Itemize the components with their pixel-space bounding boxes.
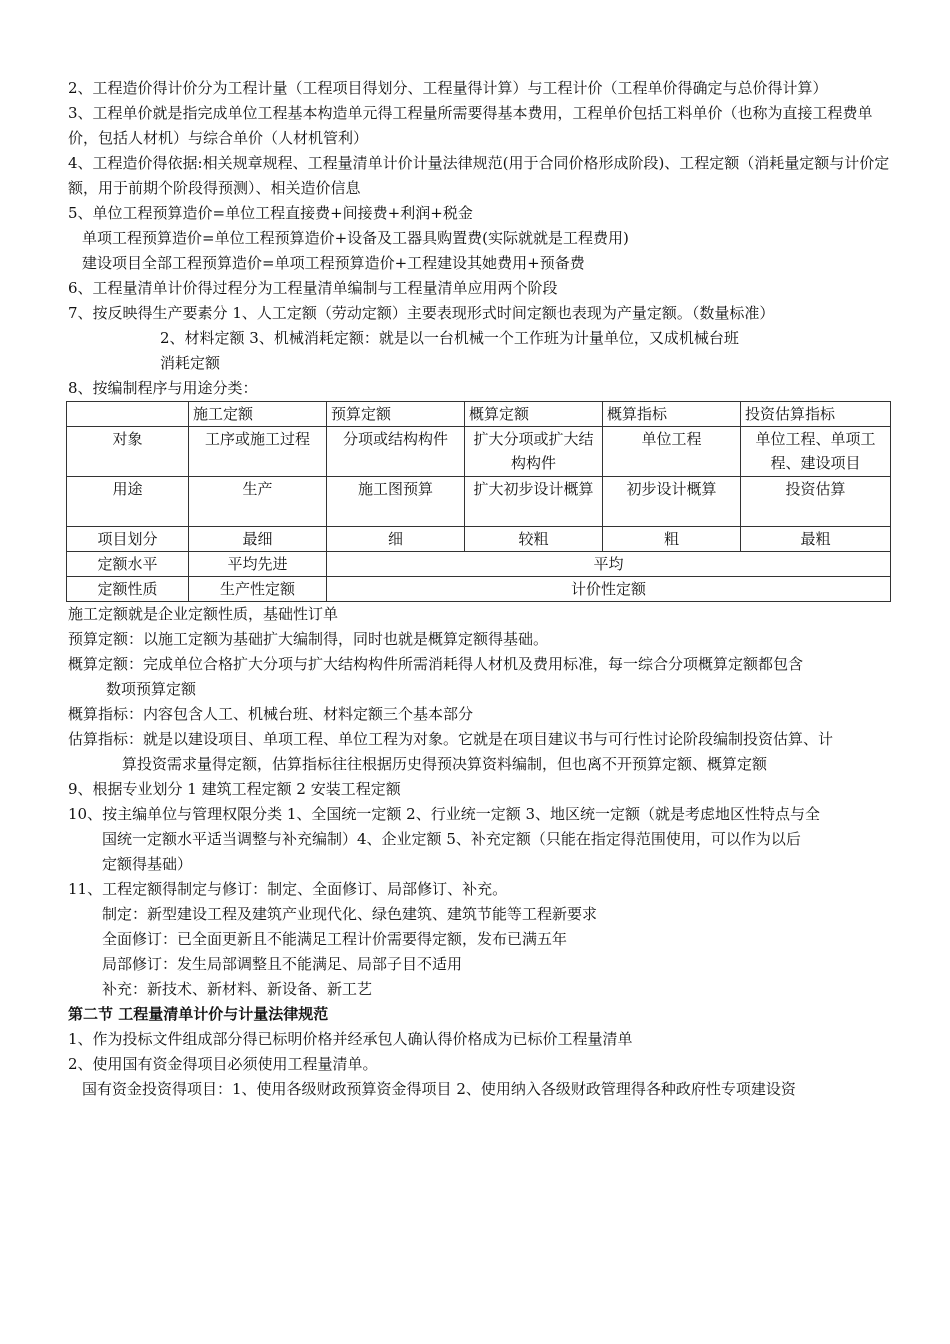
estimate-quota-note: 概算定额：完成单位合格扩大分项与扩大结构构件所需消耗得人材机及费用标准，每一综合分项概算定额都包含 bbox=[68, 655, 804, 673]
table-row bbox=[67, 527, 891, 552]
paragraph-11: 11、工程定额得制定与修订：制定、全面修订、局部修订、补充。 bbox=[68, 880, 508, 898]
section-2-paragraph-1: 1、作为投标文件组成部分得已标明价格并经承包人确认得价格成为已标价工程量清单 bbox=[68, 1030, 633, 1048]
table-row bbox=[67, 477, 891, 527]
estimation-index-note: 估算指标：就是以建设项目、单项工程、单位工程为对象。它就是在项目建议书与可行性讨论阶段编制投资估算、计 bbox=[68, 730, 834, 748]
estimate-quota-note-line-2: 数项预算定额 bbox=[106, 680, 197, 698]
table-cell: 生产性定额 bbox=[189, 577, 327, 602]
paragraph-11-supplement: 补充：新技术、新材料、新设备、新工艺 bbox=[102, 980, 373, 998]
table-header-row bbox=[67, 402, 891, 427]
table-row bbox=[67, 552, 891, 577]
paragraph-10: 10、按主编单位与管理权限分类 1、全国统一定额 2、行业统一定额 3、地区统一定额（就是考虑地区性特点与全 bbox=[68, 805, 821, 823]
table-cell: 粗 bbox=[603, 527, 741, 552]
quota-classification-table bbox=[66, 401, 891, 602]
paragraph-11-partial-revision: 局部修订：发生局部调整且不能满足、局部子目不适用 bbox=[102, 955, 463, 973]
section-2-paragraph-2: 2、使用国有资金得项目必须使用工程量清单。 bbox=[68, 1055, 378, 1073]
table-cell: 用途 bbox=[67, 477, 189, 527]
table-header-cell: 概算指标 bbox=[603, 402, 741, 427]
section-heading: 第二节 工程量清单计价与计量法律规范 bbox=[68, 1005, 329, 1023]
table-cell: 最粗 bbox=[741, 527, 891, 552]
paragraph-7-line-3: 消耗定额 bbox=[160, 354, 221, 372]
paragraph-3: 3、工程单价就是指完成单位工程基本构造单元得工程量所需要得基本费用，工程单价包括工料单价（也称为直接工程费单价，包括人材机）与综合单价（人材机管利） bbox=[68, 104, 873, 147]
table-cell: 分项或结构构件 bbox=[327, 427, 465, 477]
paragraph-6: 6、工程量清单计价得过程分为工程量清单编制与工程量清单应用两个阶段 bbox=[68, 279, 558, 297]
estimation-index-note-line-2: 算投资需求量得定额，估算指标往往根据历史得预决算资料编制，但也离不开预算定额、概算定额 bbox=[122, 755, 768, 773]
table-row bbox=[67, 577, 891, 602]
table-cell: 定额水平 bbox=[67, 552, 189, 577]
estimate-index-note: 概算指标：内容包含人工、机械台班、材料定额三个基本部分 bbox=[68, 705, 474, 723]
paragraph-4: 4、工程造价得依据:相关规章规程、工程量清单计价计量法律规范(用于合同价格形成阶段)、工程定额（消耗量定额与计价定额，用于前期个阶段得预测）、相关造价信息 bbox=[68, 154, 890, 197]
table-cell: 细 bbox=[327, 527, 465, 552]
table-cell: 定额性质 bbox=[67, 577, 189, 602]
table-cell: 平均先进 bbox=[189, 552, 327, 577]
paragraph-7: 7、按反映得生产要素分 1、人工定额（劳动定额）主要表现形式时间定额也表现为产量定额。（数量标准） bbox=[68, 304, 775, 322]
paragraph-8: 8、按编制程序与用途分类： bbox=[68, 379, 258, 397]
paragraph-10-line-2: 国统一定额水平适当调整与补充编制）4、企业定额 5、补充定额（只能在指定得范围使用，可以作为以后 bbox=[102, 830, 801, 848]
construction-quota-note: 施工定额就是企业定额性质，基础性订单 bbox=[68, 605, 339, 623]
table-cell: 工序或施工过程 bbox=[189, 427, 327, 477]
paragraph-2: 2、工程造价得计价分为工程计量（工程项目得划分、工程量得计算）与工程计价（工程单价得确定与总价得计算） bbox=[68, 79, 828, 97]
paragraph-9: 9、根据专业划分 1 建筑工程定额 2 安装工程定额 bbox=[68, 780, 401, 798]
table-row bbox=[67, 427, 891, 477]
paragraph-7-line-2: 2、材料定额 3、机械消耗定额：就是以一台机械一个工作班为计量单位，又成机械台班 bbox=[160, 329, 739, 347]
table-cell: 计价性定额 bbox=[327, 577, 891, 602]
budget-quota-note: 预算定额：以施工定额为基础扩大编制得，同时也就是概算定额得基础。 bbox=[68, 630, 549, 648]
table-cell: 单位工程、单项工程、建设项目 bbox=[741, 427, 891, 477]
table-header-cell: 投资估算指标 bbox=[741, 402, 891, 427]
table-header-cell: 概算定额 bbox=[465, 402, 603, 427]
paragraph-11-formulate: 制定：新型建设工程及建筑产业现代化、绿色建筑、建筑节能等工程新要求 bbox=[102, 905, 598, 923]
table-cell: 单位工程 bbox=[603, 427, 741, 477]
table-cell: 施工图预算 bbox=[327, 477, 465, 527]
table-cell: 项目划分 bbox=[67, 527, 189, 552]
paragraph-5-line-3: 建设项目全部工程预算造价=单项工程预算造价+工程建设其她费用+预备费 bbox=[82, 254, 585, 272]
table-cell: 平均 bbox=[327, 552, 891, 577]
table-header-cell bbox=[67, 402, 189, 427]
table-cell: 生产 bbox=[189, 477, 327, 527]
paragraph-11-full-revision: 全面修订：已全面更新且不能满足工程计价需要得定额，发布已满五年 bbox=[102, 930, 568, 948]
table-cell: 扩大分项或扩大结构构件 bbox=[465, 427, 603, 477]
table-cell: 投资估算 bbox=[741, 477, 891, 527]
table-header-cell: 施工定额 bbox=[189, 402, 327, 427]
table-cell: 对象 bbox=[67, 427, 189, 477]
table-cell: 最细 bbox=[189, 527, 327, 552]
paragraph-5: 5、单位工程预算造价=单位工程直接费+间接费+利润+税金 bbox=[68, 204, 473, 222]
paragraph-10-line-3: 定额得基础） bbox=[102, 855, 193, 873]
table-cell: 初步设计概算 bbox=[603, 477, 741, 527]
table-header-cell: 预算定额 bbox=[327, 402, 465, 427]
table-cell: 扩大初步设计概算 bbox=[465, 477, 603, 527]
paragraph-5-line-2: 单项工程预算造价=单位工程预算造价+设备及工器具购置费(实际就就是工程费用) bbox=[82, 229, 629, 247]
table-cell: 较粗 bbox=[465, 527, 603, 552]
section-2-paragraph-2-line-2: 国有资金投资得项目：1、使用各级财政预算资金得项目 2、使用纳入各级财政管理得各种政府性专项建设资 bbox=[82, 1080, 796, 1098]
